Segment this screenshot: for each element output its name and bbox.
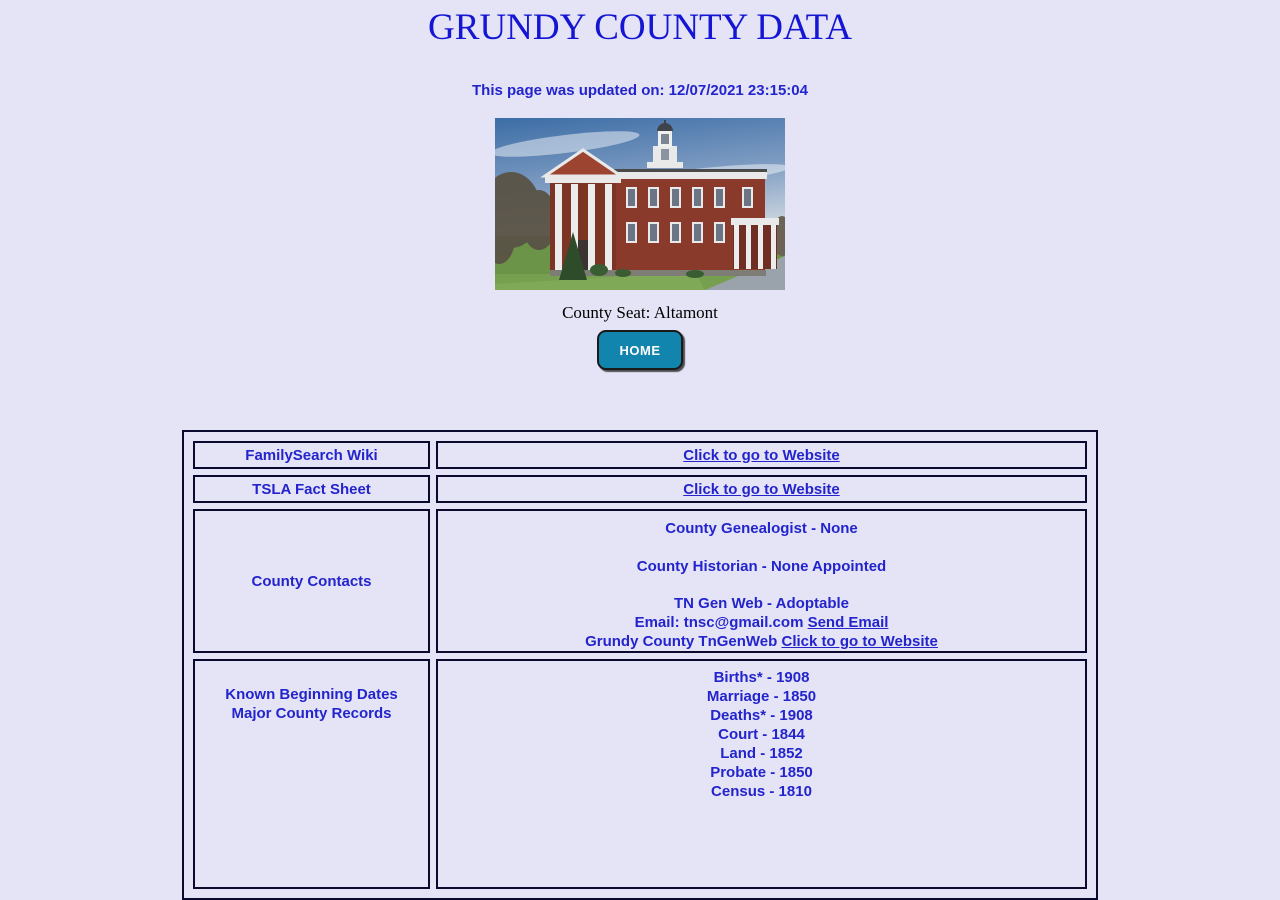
tngenweb-status-line: TN Gen Web - Adoptable — [674, 595, 849, 612]
record-date-line: Marriage - 1850 — [706, 688, 817, 705]
familysearch-wiki-cell — [436, 441, 1087, 469]
record-date-line: Court - 1844 — [718, 726, 805, 743]
page-title: GRUNDY COUNTY DATA — [428, 7, 852, 48]
tsla-fact-sheet-cell — [436, 475, 1087, 503]
county-data-table — [182, 430, 1098, 900]
email-address-text: Email: tnsc@gmail.com — [634, 614, 808, 631]
record-date-line: Census - 1810 — [711, 783, 812, 800]
beginning-dates-cell — [436, 659, 1087, 889]
record-date-line: Deaths* - 1908 — [710, 707, 813, 724]
tngenweb-prefix-text: Grundy County TnGenWeb — [585, 633, 782, 650]
county-genealogist-line: County Genealogist - None — [665, 520, 858, 537]
table-row-beginning-dates — [193, 659, 1087, 889]
tngenweb-website-line — [585, 632, 938, 651]
table-row-tsla — [193, 475, 1087, 503]
send-email-link[interactable]: Send Email — [807, 614, 889, 631]
county-contacts-cell — [436, 509, 1087, 653]
tsla-fact-sheet-link[interactable]: Click to go to Website — [683, 480, 840, 498]
county-historian-line: County Historian - None Appointed — [636, 557, 887, 575]
county-seat-caption: County Seat: Altamont — [562, 303, 718, 322]
record-date-line: Land - 1852 — [720, 745, 803, 762]
courthouse-illustration — [495, 118, 785, 290]
home-button[interactable]: HOME — [597, 330, 683, 370]
familysearch-wiki-label: FamilySearch Wiki — [193, 441, 430, 469]
courthouse-photo — [495, 118, 785, 290]
table-row-familysearch — [193, 441, 1087, 469]
record-date-line: Births* - 1908 — [713, 669, 810, 686]
beginning-dates-label — [193, 659, 430, 889]
table-row-county-contacts — [193, 509, 1087, 653]
beginning-dates-label-line1: Known Beginning Dates — [225, 686, 398, 703]
beginning-dates-label-line2: Major County Records — [231, 705, 392, 722]
updated-timestamp: This page was updated on: 12/07/2021 23:15:04 — [472, 82, 808, 99]
tngenweb-website-link[interactable]: Click to go to Website — [781, 633, 938, 650]
record-date-line: Probate - 1850 — [710, 764, 813, 781]
county-contacts-label: County Contacts — [193, 509, 430, 653]
email-line — [635, 613, 889, 632]
familysearch-wiki-link[interactable]: Click to go to Website — [683, 446, 840, 464]
tsla-fact-sheet-label: TSLA Fact Sheet — [193, 475, 430, 503]
